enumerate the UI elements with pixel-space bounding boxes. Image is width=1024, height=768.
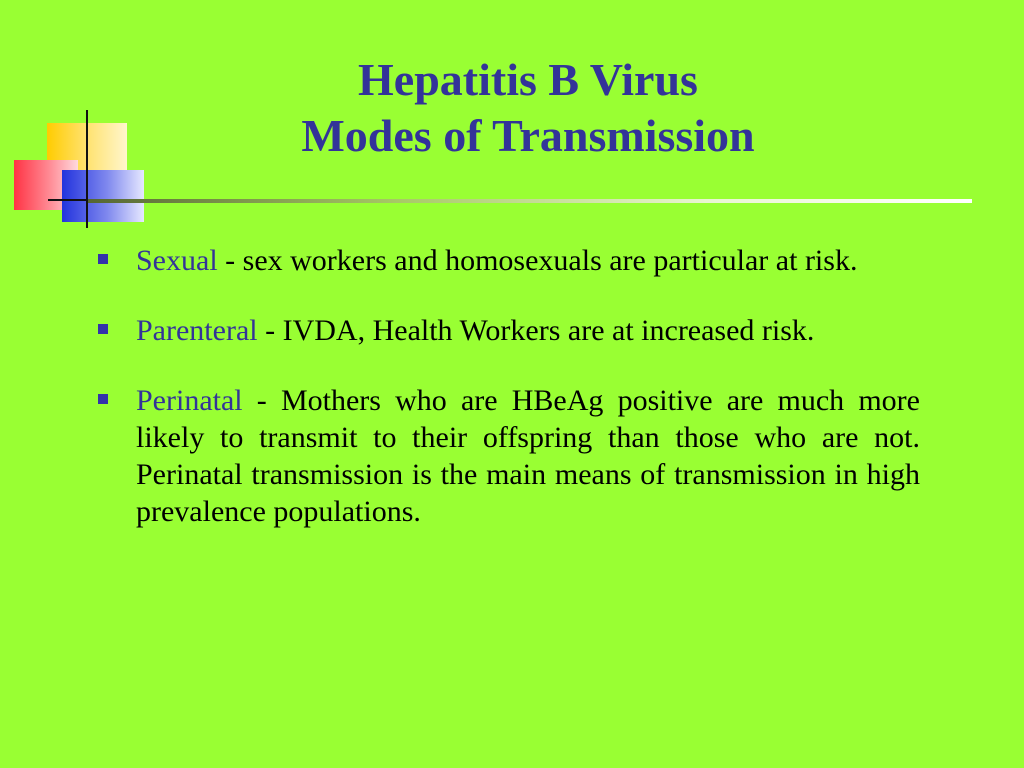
title-divider xyxy=(88,199,972,203)
bullet-item-parenteral xyxy=(98,312,920,349)
bullet-item-perinatal xyxy=(98,382,920,530)
bullet-text: - sex workers and homosexuals are particular at risk. xyxy=(217,244,858,277)
bullet-term: Sexual xyxy=(136,244,218,277)
title-line-1: Hepatitis B Virus xyxy=(358,54,698,105)
blue-block xyxy=(62,170,144,222)
bullet-list xyxy=(98,242,920,563)
bullet-item-sexual xyxy=(98,242,920,279)
color-blocks-logo-icon xyxy=(0,0,160,240)
bullet-text: - IVDA, Health Workers are at increased risk. xyxy=(257,314,815,347)
logo-vertical-line xyxy=(86,110,88,228)
bullet-term: Perinatal xyxy=(136,384,243,417)
bullet-text: - Mothers who are HBeAg positive are much more likely to transmit to their offspring than those who are not. Perinatal transmission is the main means of transmission in high prevalence populations. xyxy=(136,384,920,528)
title-line-2: Modes of Transmission xyxy=(301,110,755,161)
square-bullet-icon xyxy=(98,324,108,334)
slide-title xyxy=(200,52,856,164)
square-bullet-icon xyxy=(98,394,108,404)
bullet-term: Parenteral xyxy=(136,314,258,347)
square-bullet-icon xyxy=(98,254,108,264)
